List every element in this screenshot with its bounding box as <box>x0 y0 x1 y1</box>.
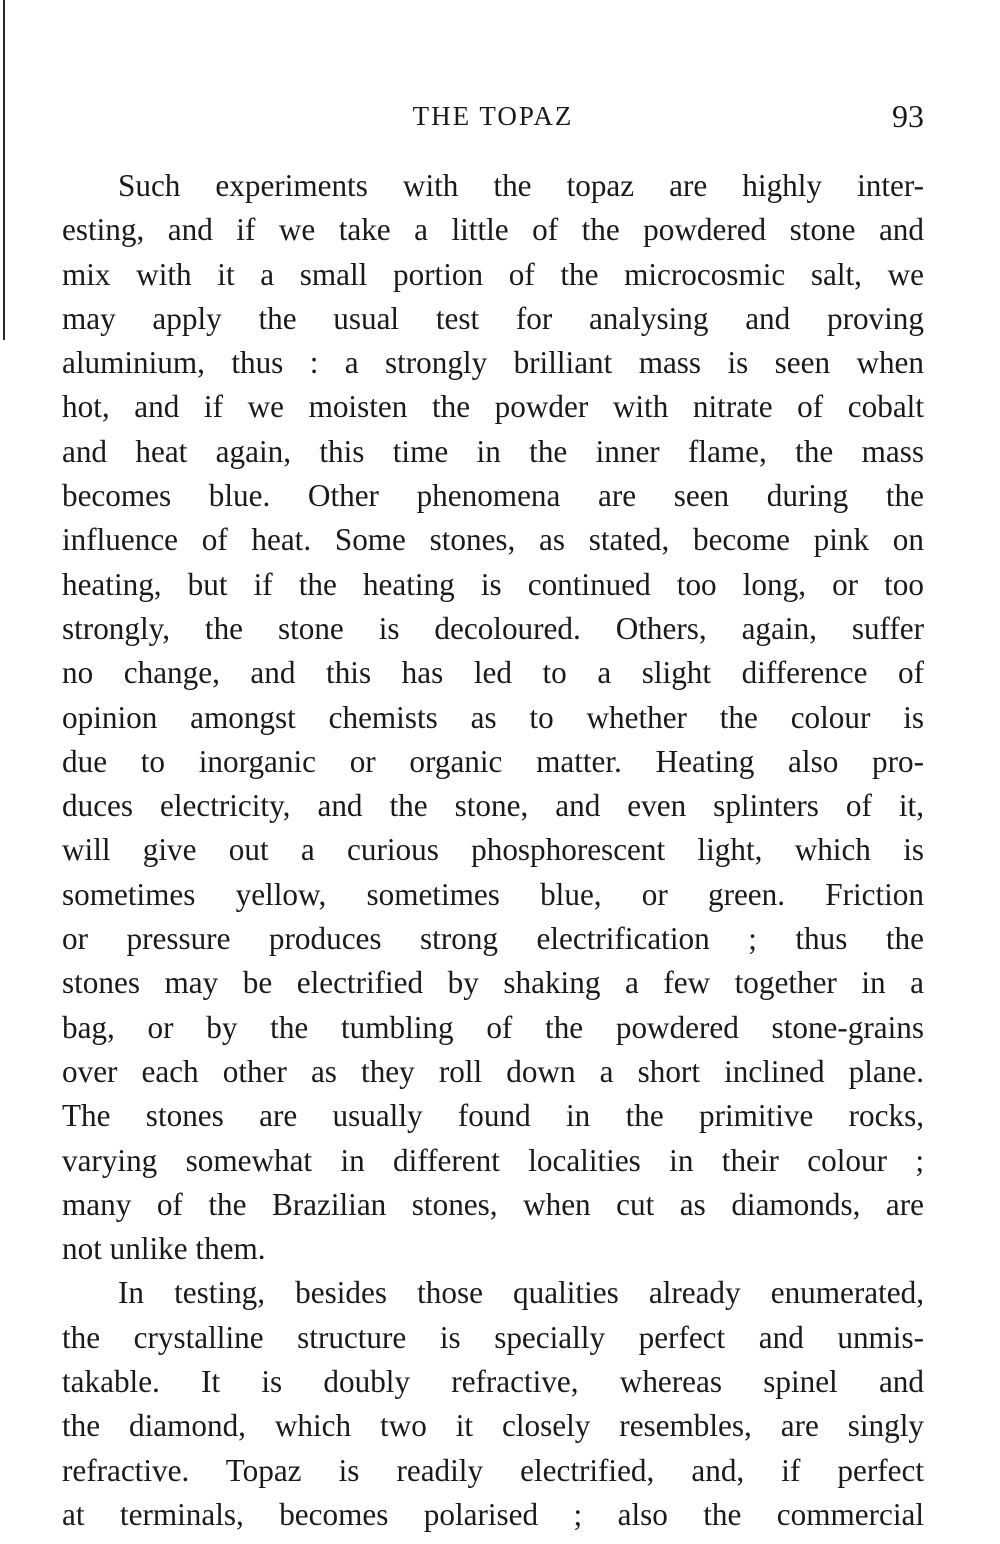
text-line: The stones are usually found in the primitive rocks, <box>62 1098 924 1134</box>
text-line: varying somewhat in different localities in their colour ; <box>62 1142 924 1178</box>
text-line: mix with it a small portion of the microcosmic salt, we <box>62 256 924 292</box>
body-text <box>62 164 924 1537</box>
text-line: no change, and this has led to a slight difference of <box>62 655 924 691</box>
text-line: may apply the usual test for analysing and proving <box>62 300 924 336</box>
text-line: In testing, besides those qualities already enumerated, <box>118 1275 924 1311</box>
text-line: Such experiments with the topaz are highly inter- <box>118 168 924 203</box>
text-line: sometimes yellow, sometimes blue, or green. Friction <box>62 876 924 912</box>
page-number: 93 <box>892 98 924 134</box>
text-line: heating, but if the heating is continued too long, or too <box>62 566 924 602</box>
text-line: strongly, the stone is decoloured. Others, again, suffer <box>62 610 924 646</box>
text-line: many of the Brazilian stones, when cut as diamonds, are <box>62 1186 924 1222</box>
paragraph-1 <box>62 164 924 1271</box>
running-title: THE TOPAZ <box>412 101 574 131</box>
text-line: hot, and if we moisten the powder with nitrate of cobalt <box>62 389 924 425</box>
text-line: stones may be electrified by shaking a few together in a <box>62 965 924 1001</box>
text-line: the crystalline structure is specially perfect and unmis- <box>62 1319 924 1355</box>
text-line: takable. It is doubly refractive, whereas spinel and <box>62 1364 924 1400</box>
text-line: influence of heat. Some stones, as stated, become pink on <box>62 522 924 558</box>
text-line: will give out a curious phosphorescent light, which is <box>62 832 924 868</box>
text-line: refractive. Topaz is readily electrified, and, if perfect <box>62 1452 924 1488</box>
text-line: due to inorganic or organic matter. Heating also pro- <box>62 743 924 779</box>
text-line: opinion amongst chemists as to whether the colour is <box>62 699 924 735</box>
text-line: at terminals, becomes polarised ; also the commercial <box>62 1496 924 1532</box>
text-line: and heat again, this time in the inner flame, the mass <box>62 433 924 469</box>
text-line: the diamond, which two it closely resembles, are singly <box>62 1408 924 1444</box>
page-header <box>62 96 924 136</box>
text-line: duces electricity, and the stone, and even splinters of it, <box>62 788 924 824</box>
text-line: over each other as they roll down a short inclined plane. <box>62 1053 924 1089</box>
page-edge-line <box>3 0 5 340</box>
paragraph-2 <box>62 1271 924 1537</box>
text-line: aluminium, thus : a strongly brilliant mass is seen when <box>62 345 924 381</box>
text-line: becomes blue. Other phenomena are seen during the <box>62 478 924 514</box>
text-line: esting, and if we take a little of the powdered stone and <box>62 212 924 248</box>
text-line: or pressure produces strong electrification ; thus the <box>62 921 924 957</box>
text-line: not unlike them. <box>62 1231 266 1267</box>
text-line: bag, or by the tumbling of the powdered stone-grains <box>62 1009 924 1045</box>
